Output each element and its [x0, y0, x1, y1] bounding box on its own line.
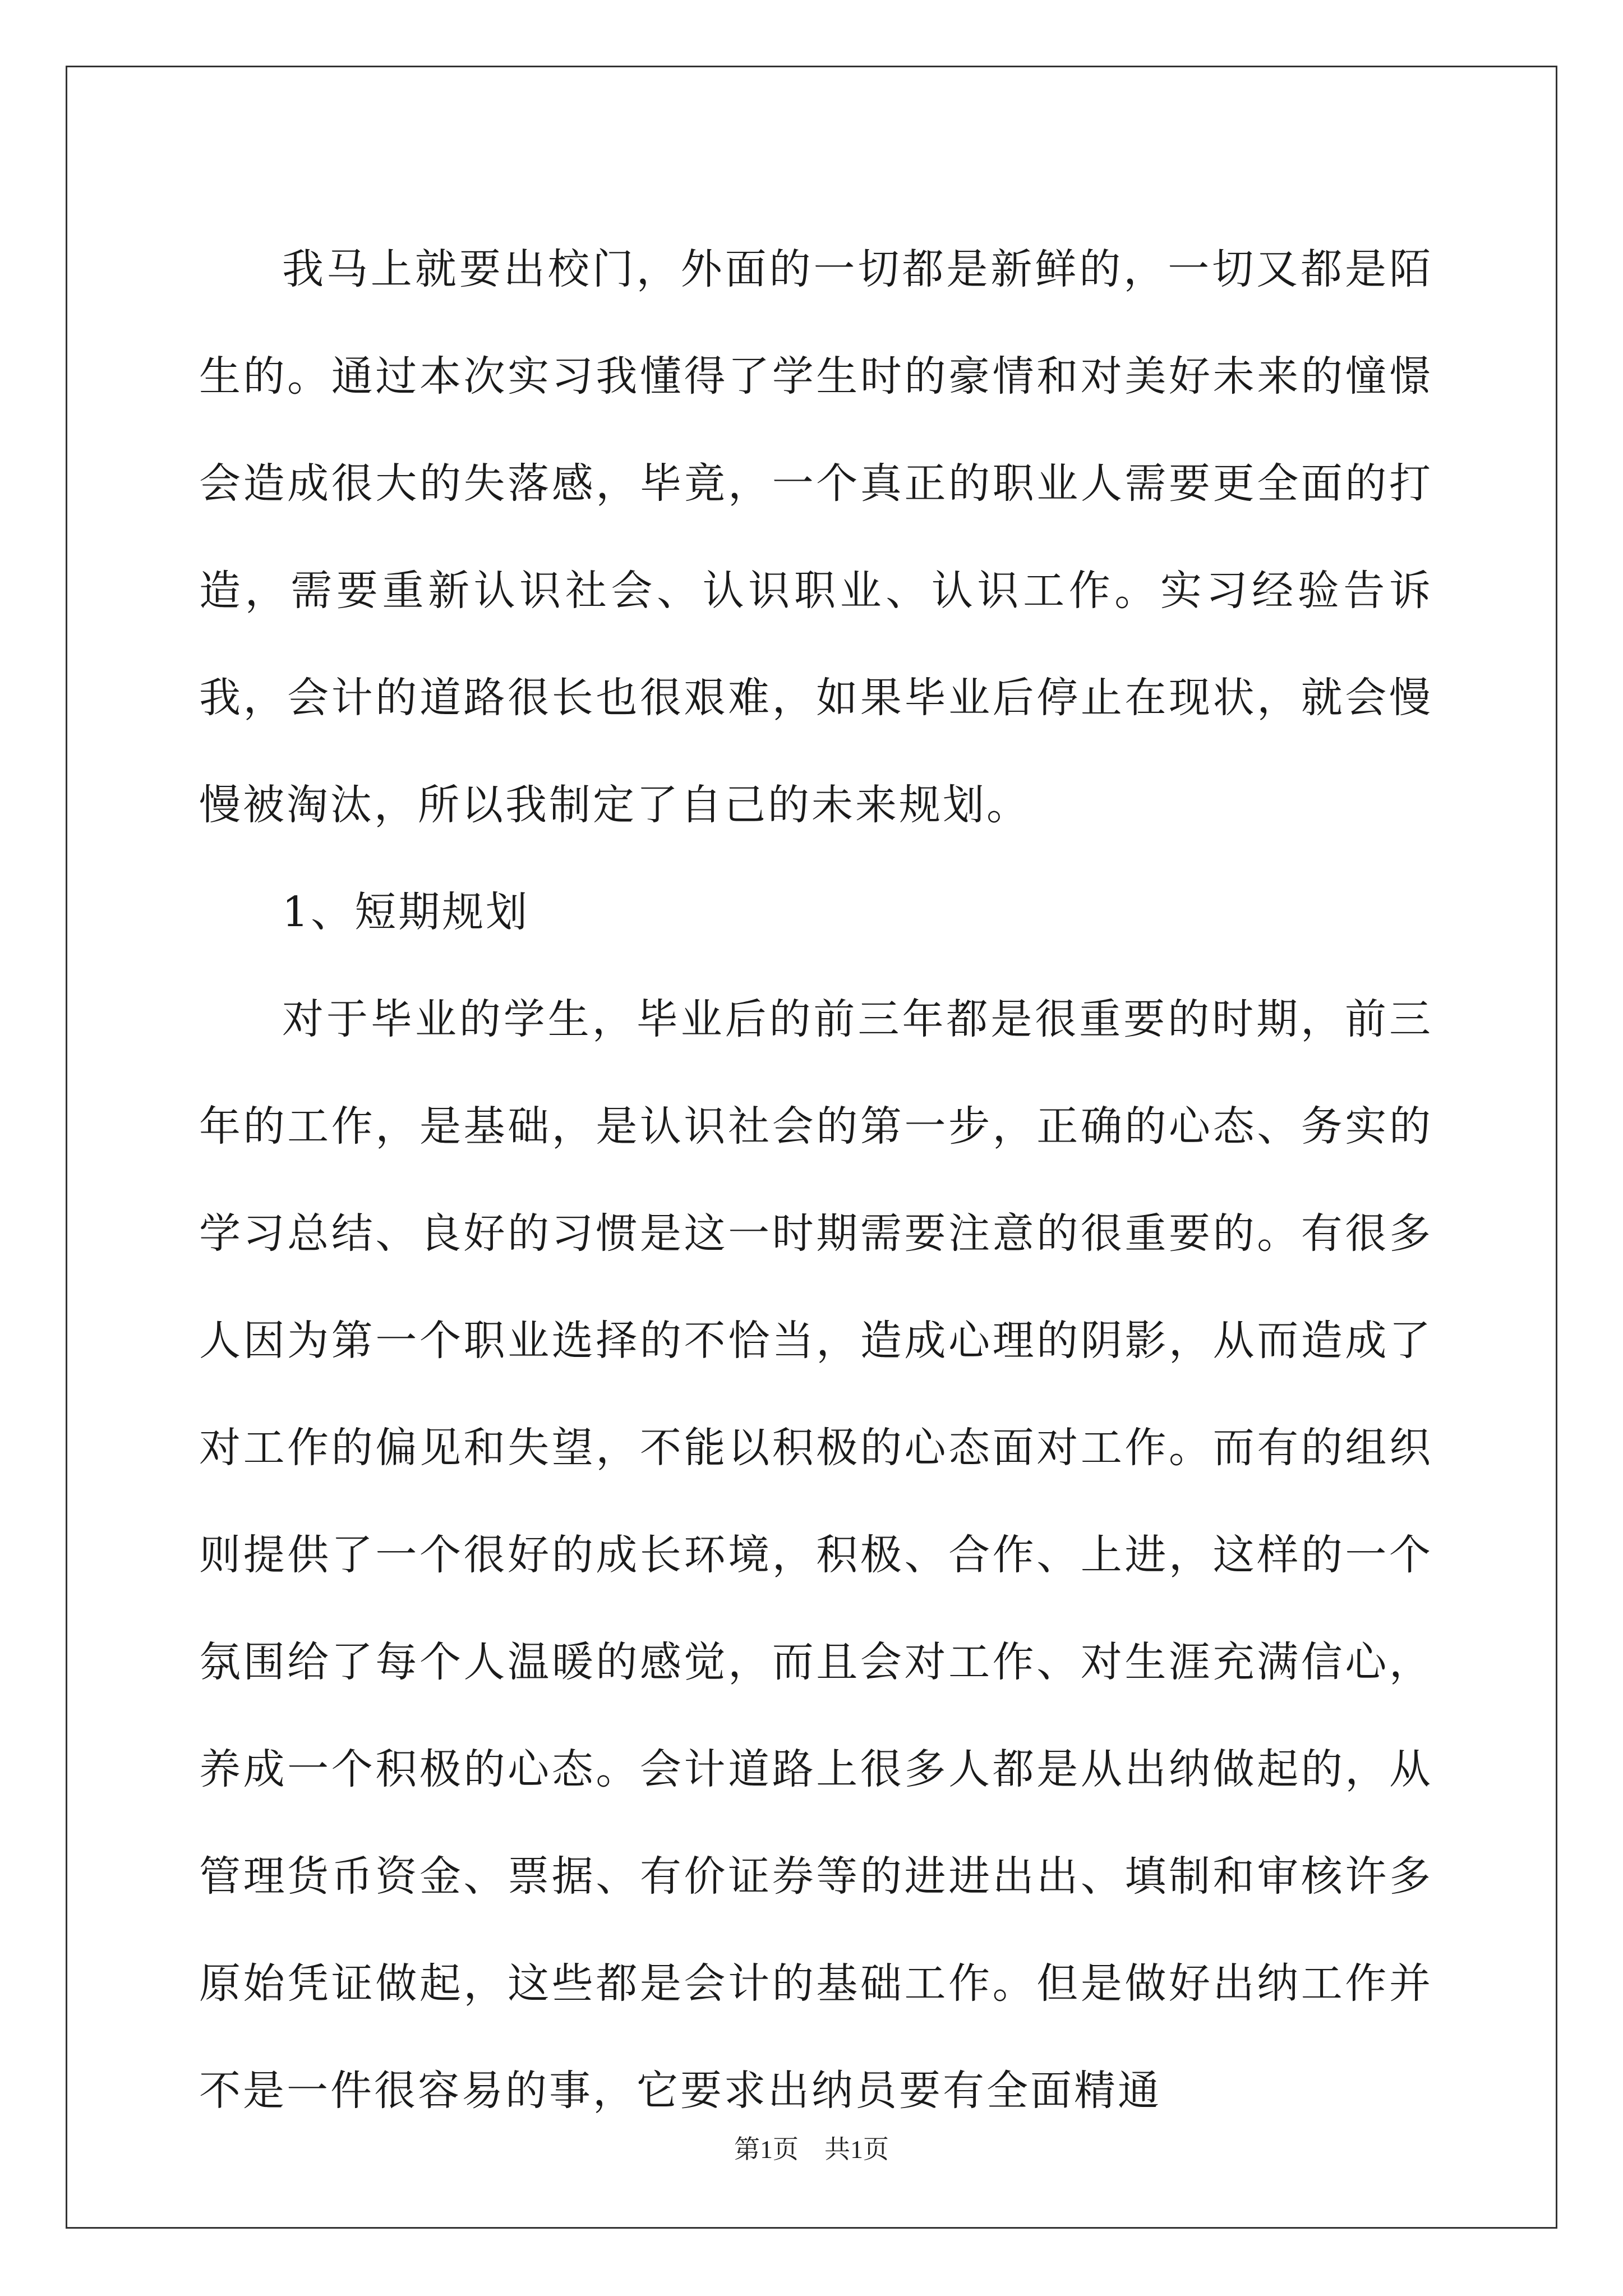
page-number-current: 第1页	[734, 2135, 799, 2164]
page-number-total: 共1页	[824, 2135, 889, 2164]
page-footer	[0, 2129, 1623, 2166]
paragraph-short-term-plan: 对于毕业的学生，毕业后的前三年都是很重要的时期，前三年的工作，是基础，是认识社会的第一步，正确的心态、务实的学习总结、良好的习惯是这一时期需要注意的很重要的。有很多人因为第一个职业选择的不恰当，造成心理的阴影，从而造成了对工作的偏见和失望，不能以积极的心态面对工作。而有的组织则提供了一个很好的成长环境，积极、合作、上进，这样的一个氛围给了每个人温暖的感觉，而且会对工作、对生涯充满信心，养成一个积极的心态。会计道路上很多人都是从出纳做起的，从管理货币资金、票据、有价证券等的进进出出、填制和审核许多原始凭证做起，这些都是会计的基础工作。但是做好出纳工作并不是一件很容易的事，它要求出纳员要有全面精通	[199, 995, 1433, 2115]
document-body	[199, 216, 1433, 2145]
paragraph-intro: 我马上就要出校门，外面的一切都是新鲜的，一切又都是陌生的。通过本次实习我懂得了学生时的豪情和对美好未来的憧憬会造成很大的失落感，毕竟，一个真正的职业人需要更全面的打造，需要重新认识社会、认识职业、认识工作。实习经验告诉我，会计的道路很长也很艰难，如果毕业后停止在现状，就会慢慢被淘汰，所以我制定了自己的未来规划。	[199, 245, 1433, 829]
section-heading-short-term-plan: 1、短期规划	[282, 888, 530, 936]
